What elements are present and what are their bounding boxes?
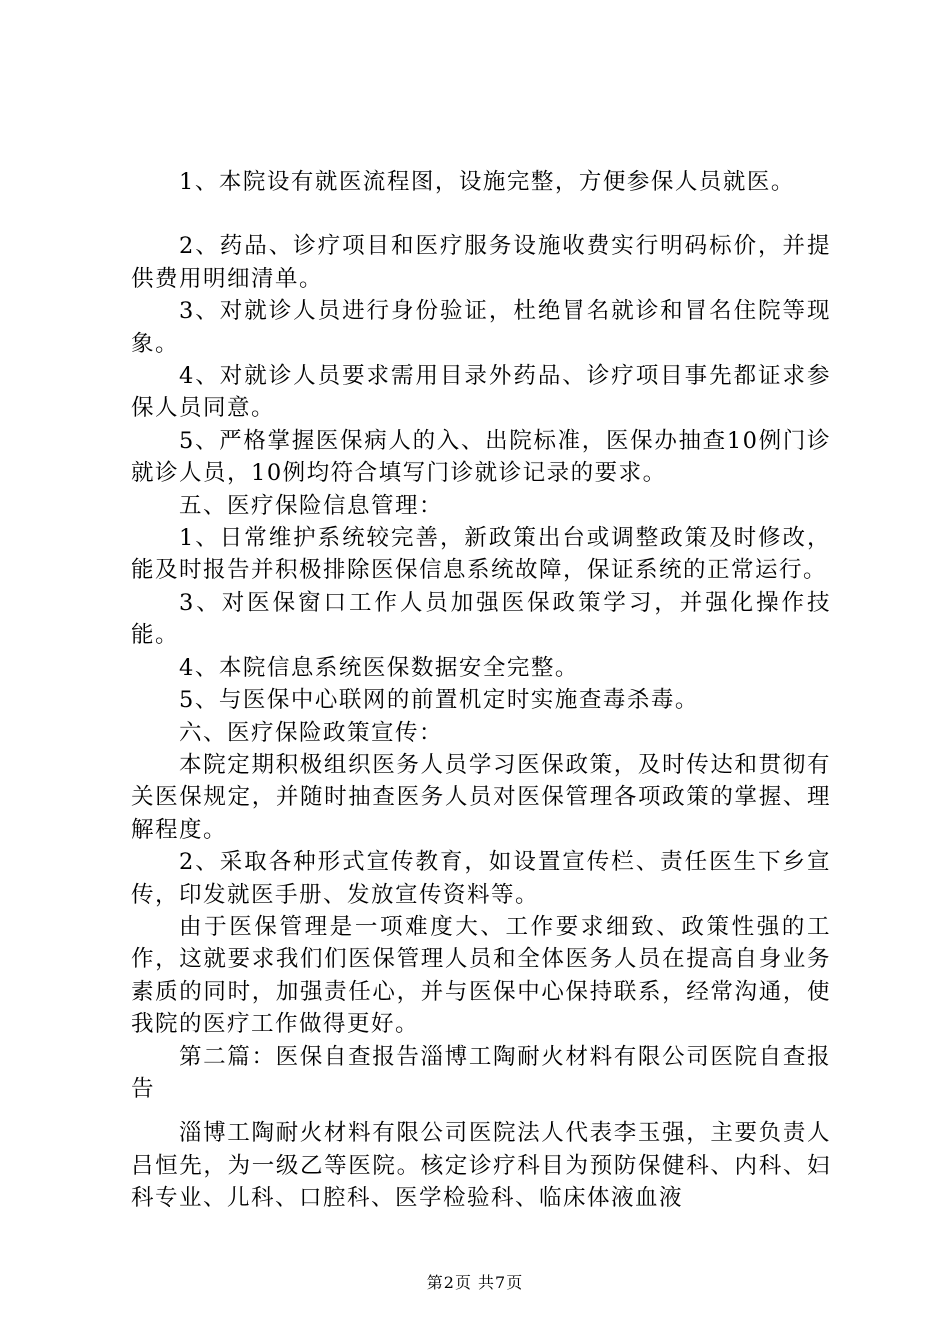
section-heading: 五、医疗保险信息管理： — [179, 492, 444, 519]
page-footer: 第2页 共7页 — [426, 1273, 524, 1292]
paragraph: 由于医保管理是一项难度大、工作要求细致、政策性强的工作，这就要求我们们医保管理人员和全体医务人员在提高自身业务素质的同时，加强责任心，并与医保中心保持联系，经常沟通，使我院的医疗工作做得更好。 — [131, 913, 831, 1038]
paragraph: 4、本院信息系统医保数据安全完整。 — [179, 654, 579, 681]
paragraph: 3、对医保窗口工作人员加强医保政策学习，并强化操作技能。 — [131, 589, 831, 649]
paragraph: 本院定期积极组织医务人员学习医保政策，及时传达和贯彻有关医保规定，并随时抽查医务人员对医保管理各项政策的掌握、理解程度。 — [131, 751, 831, 843]
paragraph: 5、与医保中心联网的前置机定时实施查毒杀毒。 — [179, 687, 699, 714]
paragraph: 1、日常维护系统较完善，新政策出台或调整政策及时修改，能及时报告并积极排除医保信息系统故障，保证系统的正常运行。 — [131, 525, 831, 584]
paragraph: 4、对就诊人员要求需用目录外药品、诊疗项目事先都证求参保人员同意。 — [131, 363, 831, 422]
paragraph: 1、本院设有就医流程图，设施完整，方便参保人员就医。 — [179, 169, 795, 195]
paragraph: 3、对就诊人员进行身份验证，杜绝冒名就诊和冒名住院等现象。 — [131, 298, 831, 357]
paragraph: 5、严格掌握医保病人的入、出院标准，医保办抽查10例门诊就诊人员，10例均符合填写门诊就诊记录的要求。 — [131, 427, 831, 487]
body-text — [131, 166, 831, 1215]
paragraph: 2、药品、诊疗项目和医疗服务设施收费实行明码标价，并提供费用明细清单。 — [131, 233, 831, 292]
paragraph: 淄博工陶耐火材料有限公司医院法人代表李玉强，主要负责人吕恒先，为一级乙等医院。核定诊疗科目为预防保健科、内科、妇科专业、儿科、口腔科、医学检验科、临床体液血液 — [131, 1120, 831, 1212]
paragraph: 2、采取各种形式宣传教育，如设置宣传栏、责任医生下乡宣传，印发就医手册、发放宣传资料等。 — [131, 849, 831, 908]
section-heading: 六、医疗保险政策宣传： — [179, 719, 444, 746]
chapter-heading: 第二篇：医保自查报告淄博工陶耐火材料有限公司医院自查报告 — [131, 1043, 831, 1102]
